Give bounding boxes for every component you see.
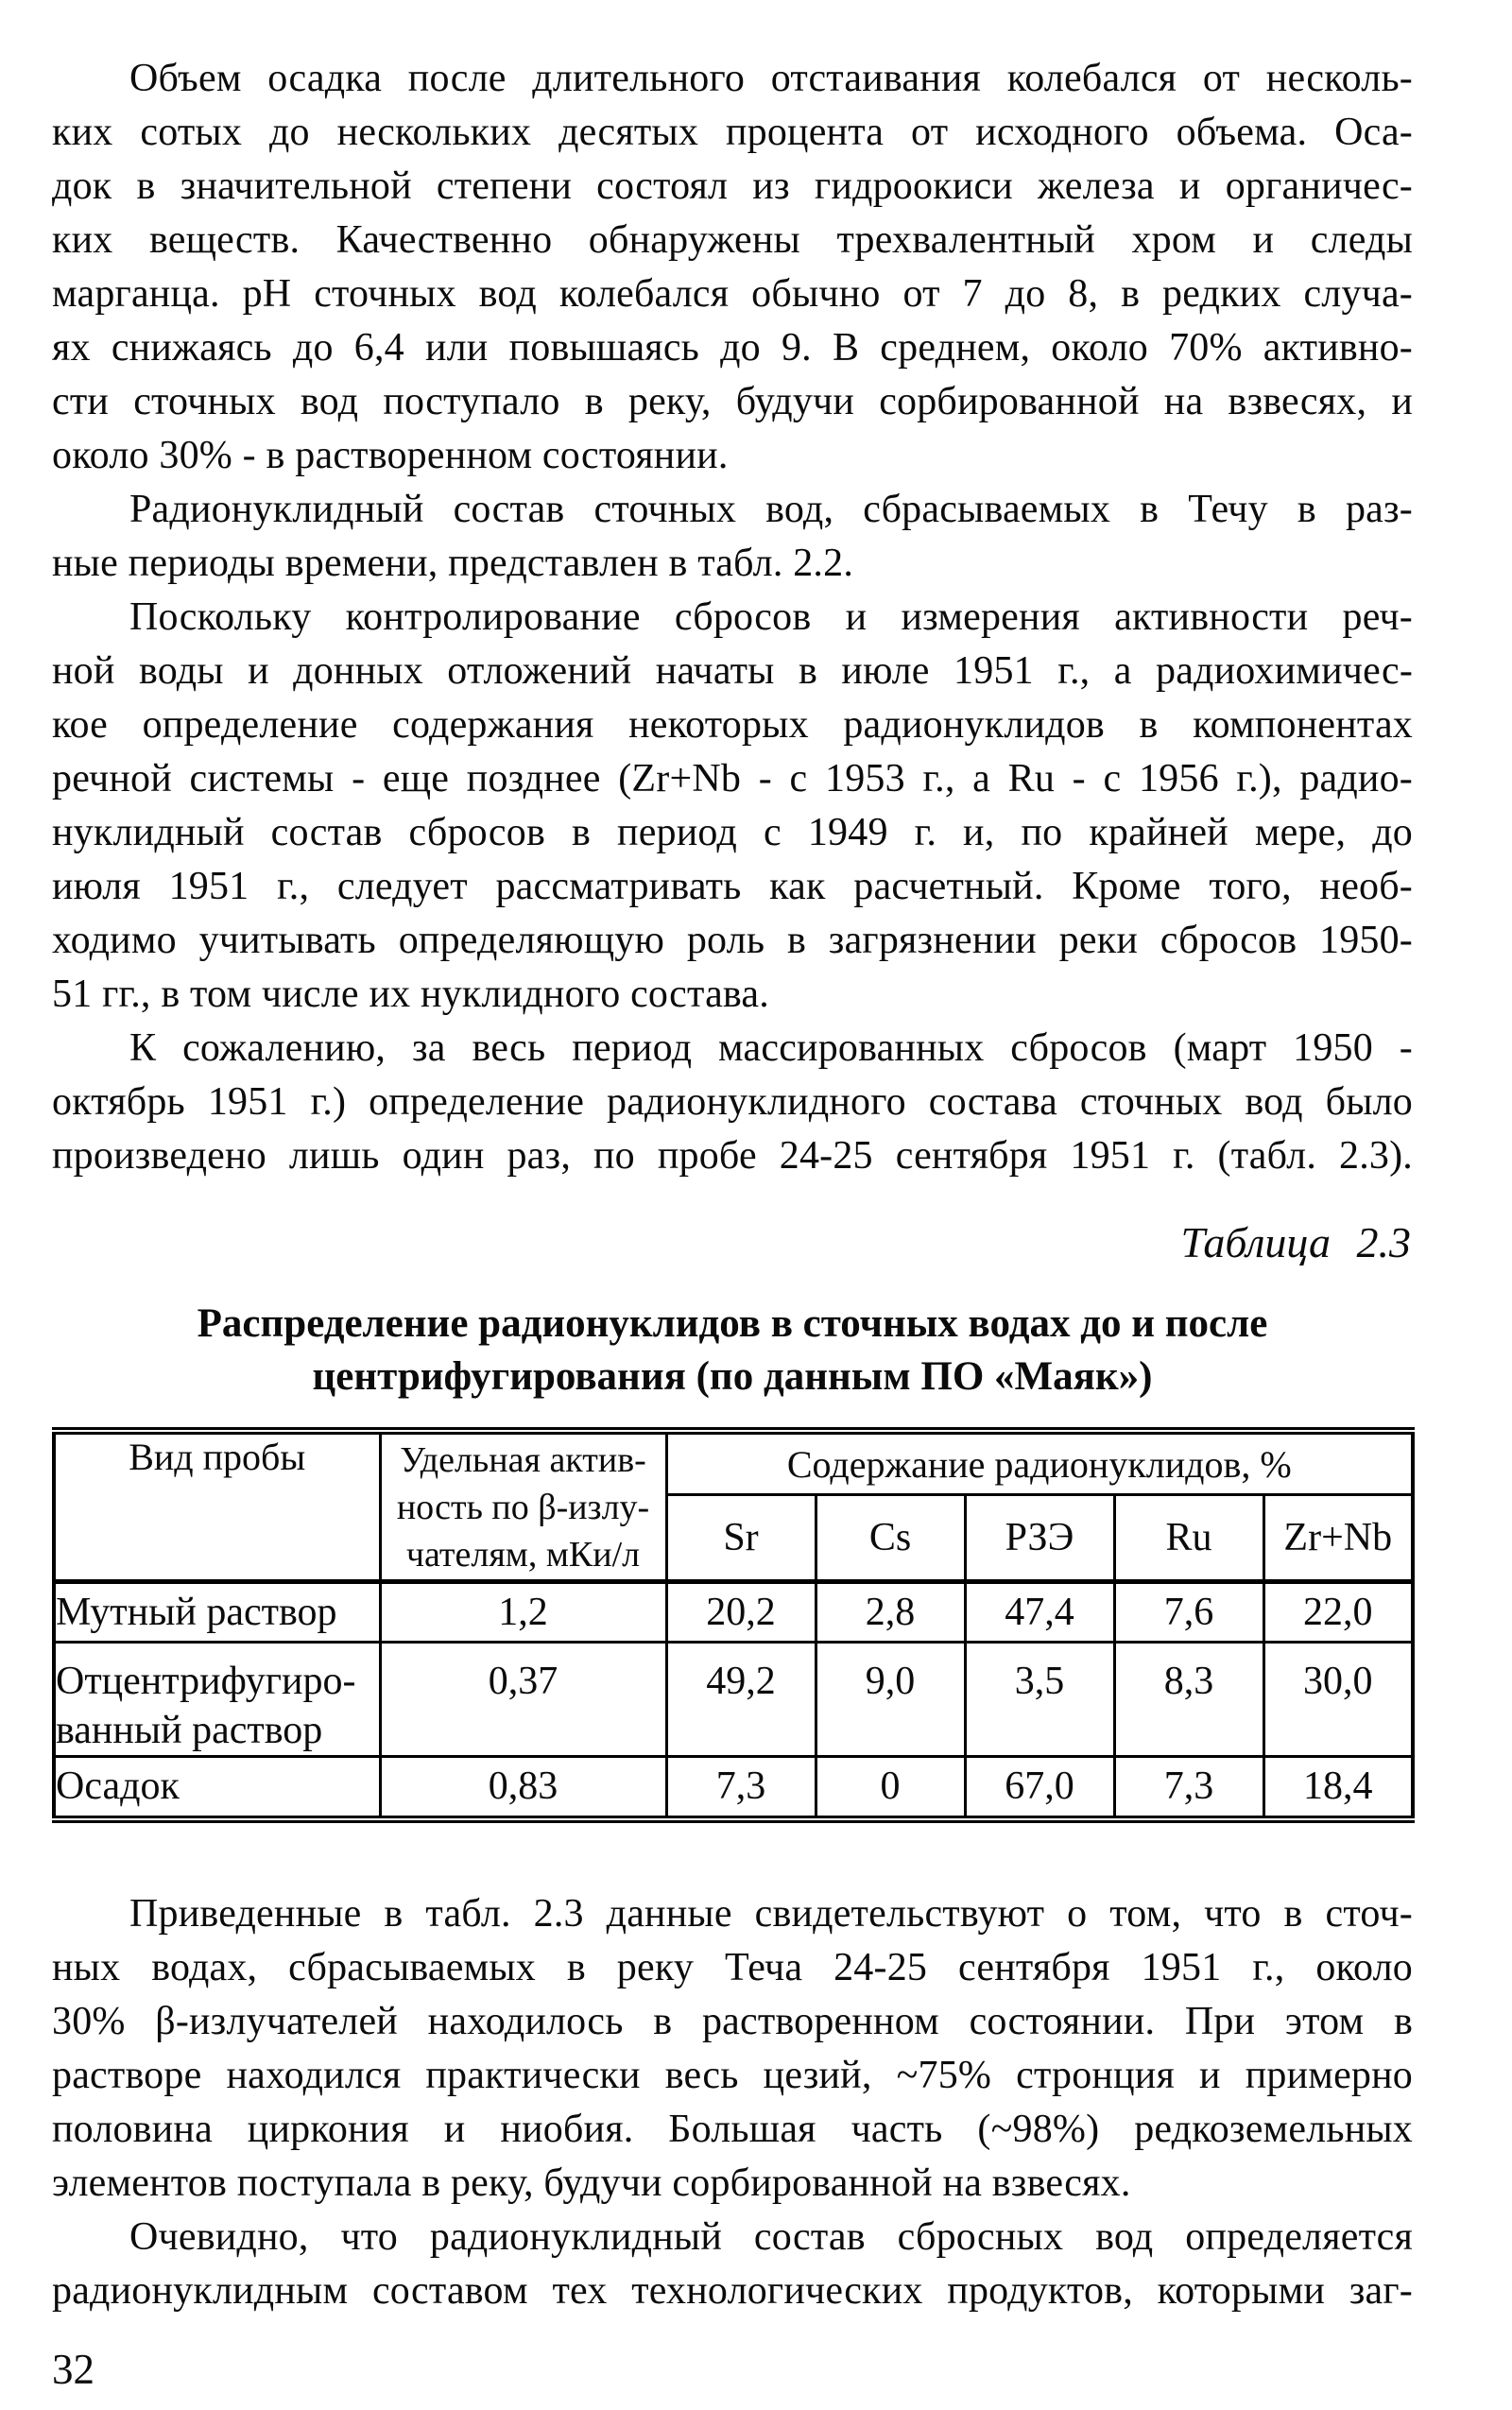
text-line: Приведенные в табл. 2.3 данные свидетельствуют о том, что в сточ- xyxy=(129,1891,1413,1936)
value-cell: 22,0 xyxy=(1263,1582,1413,1643)
value-cell: 8,3 xyxy=(1114,1643,1263,1757)
body-text-top xyxy=(52,0,1413,1183)
text-line: Поскольку контролирование сбросов и измерения активности реч- xyxy=(129,595,1413,639)
value-cell: 49,2 xyxy=(666,1643,816,1757)
text-line: июля 1951 г., следует рассматривать как расчетный. Кроме того, необ- xyxy=(52,865,1413,908)
paragraph xyxy=(52,591,1413,1022)
header-specific-activity xyxy=(380,1431,666,1582)
text-line: марганца. pH сточных вод колебался обычно от 7 до 8, в редких случа- xyxy=(52,272,1413,316)
text-line: элементов поступала в реку, будучи сорбированной на взвесях. xyxy=(52,2160,1131,2205)
text-line: Мутный раствор xyxy=(56,1591,337,1634)
text-line: сти сточных вод поступало в реку, будучи сорбированной на взвесях, и xyxy=(52,380,1413,423)
table-row xyxy=(54,1582,1413,1643)
text-line: ные периоды времени, представлен в табл. 2.2. xyxy=(52,542,854,585)
text-line: Очевидно, что радионуклидный состав сбросных вод определяется xyxy=(129,2214,1413,2259)
paragraph xyxy=(52,52,1413,483)
sample-cell xyxy=(54,1757,380,1819)
header-nuclide: Cs xyxy=(816,1495,965,1582)
value-cell: 47,4 xyxy=(965,1582,1114,1643)
text-line: около 30% - в растворенном состоянии. xyxy=(52,434,729,477)
table-row xyxy=(54,1643,1413,1757)
value-cell: 67,0 xyxy=(965,1757,1114,1819)
table-row xyxy=(54,1757,1413,1819)
text-line: половина циркония и ниобия. Большая часть (~98%) редкоземельных xyxy=(52,2107,1413,2151)
paragraph xyxy=(52,1022,1413,1183)
table-header-row-1 xyxy=(54,1431,1413,1495)
text-line: нуклидный состав сбросов в период с 1949 г. и, по крайней мере, до xyxy=(52,811,1413,854)
header-sample-type: Вид пробы xyxy=(54,1431,380,1582)
header-nuclide: РЗЭ xyxy=(965,1495,1114,1582)
text-line: октябрь 1951 г.) определение радионуклидного состава сточных вод было xyxy=(52,1080,1413,1124)
value-cell: 7,6 xyxy=(1114,1582,1263,1643)
text-line: радионуклидным составом тех технологических продуктов, которыми заг- xyxy=(52,2268,1413,2313)
paragraph xyxy=(52,483,1413,591)
sample-cell xyxy=(54,1643,380,1757)
text-line: растворе находился практически весь цезий, ~75% стронция и примерно xyxy=(52,2053,1413,2097)
text-line: К сожалению, за весь период массированных сбросов (март 1950 - xyxy=(129,1026,1413,1070)
text-line: чателям, мКи/л xyxy=(405,1534,641,1575)
value-cell: 9,0 xyxy=(816,1643,965,1757)
header-nuclide: Sr xyxy=(666,1495,816,1582)
value-cell: 30,0 xyxy=(1263,1643,1413,1757)
text-line: Осадок xyxy=(56,1764,180,1809)
body-text-bottom xyxy=(52,1887,1413,2318)
text-line: ях снижаясь до 6,4 или повышаясь до 9. В среднем, около 70% активно- xyxy=(52,326,1413,370)
sample-cell xyxy=(54,1582,380,1643)
page-number: 32 xyxy=(52,2345,94,2393)
table-body xyxy=(54,1582,1413,1819)
header-nuclide: Ru xyxy=(1114,1495,1263,1582)
text-line: док в значительной степени состоял из гидроокиси железа и органичес- xyxy=(52,164,1413,208)
text-line: ность по β-излу- xyxy=(396,1487,650,1527)
text-line: 30% β-излучателей находилось в растворенном состоянии. При этом в xyxy=(52,1999,1413,2043)
value-cell: 0 xyxy=(816,1757,965,1819)
value-cell: 3,5 xyxy=(965,1643,1114,1757)
activity-cell: 0,83 xyxy=(380,1757,666,1819)
text-line: Распределение радионуклидов в сточных водах до и после xyxy=(197,1301,1268,1346)
page-content xyxy=(52,0,1413,2397)
value-cell: 20,2 xyxy=(666,1582,816,1643)
text-line: ванный раствор xyxy=(56,1709,323,1752)
text-line: Отцентрифугиро- xyxy=(56,1660,356,1703)
text-line: произведено лишь один раз, по пробе 24-25 сентября 1951 г. (табл. 2.3). xyxy=(52,1134,1413,1178)
text-line: Удельная актив- xyxy=(400,1439,646,1480)
text-line: Объем осадка после длительного отстаивания колебался от несколь- xyxy=(129,57,1413,100)
value-cell: 2,8 xyxy=(816,1582,965,1643)
table-title xyxy=(52,1298,1413,1403)
value-cell: 7,3 xyxy=(1114,1757,1263,1819)
header-nuclide: Zr+Nb xyxy=(1263,1495,1413,1582)
table-caption: Таблица 2.3 xyxy=(1180,1218,1411,1266)
activity-cell: 0,37 xyxy=(380,1643,666,1757)
text-line: центрифугирования (по данным ПО «Маяк») xyxy=(312,1354,1153,1399)
paragraph xyxy=(52,1887,1413,2211)
value-cell: 18,4 xyxy=(1263,1757,1413,1819)
text-line: ной воды и донных отложений начаты в июле 1951 г., а радиохимичес- xyxy=(52,649,1413,693)
text-line: ких сотых до нескольких десятых процента от исходного объема. Оса- xyxy=(52,111,1413,154)
text-line: Радионуклидный состав сточных вод, сбрасываемых в Течу в раз- xyxy=(129,488,1413,531)
text-line: ходимо учитывать определяющую роль в загрязнении реки сбросов 1950- xyxy=(52,919,1413,962)
value-cell: 7,3 xyxy=(666,1757,816,1819)
text-line: ных водах, сбрасываемых в реку Теча 24-25 сентября 1951 г., около xyxy=(52,1945,1413,1989)
text-line: 51 гг., в том числе их нуклидного состава. xyxy=(52,973,769,1016)
text-line: ких веществ. Качественно обнаружены трехвалентный хром и следы xyxy=(52,218,1413,262)
text-line: кое определение содержания некоторых радионуклидов в компонентах xyxy=(52,703,1413,747)
paragraph xyxy=(52,2211,1413,2318)
header-radionuclide-content: Содержание радионуклидов, % xyxy=(666,1431,1413,1495)
activity-cell: 1,2 xyxy=(380,1582,666,1643)
text-line: речной системы - еще позднее (Zr+Nb - с 1953 г., а Ru - с 1956 г.), радио- xyxy=(52,757,1413,800)
radionuclide-table xyxy=(52,1427,1415,1823)
